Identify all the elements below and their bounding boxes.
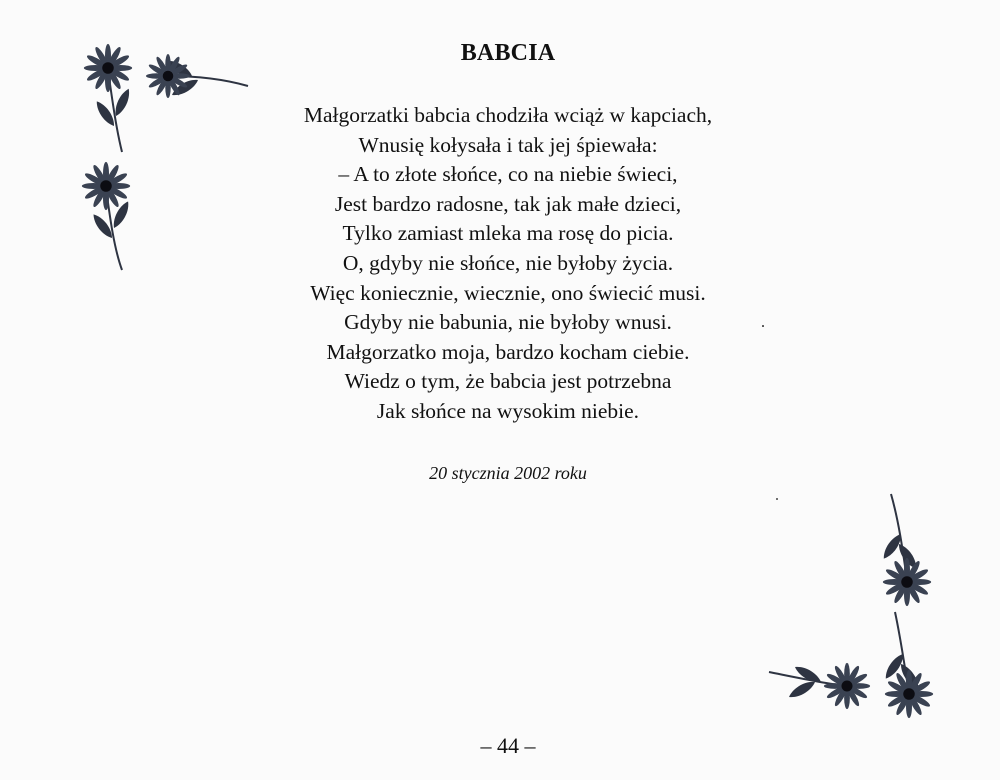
poem-line: – A to złote słońce, co na niebie świeci,	[338, 162, 678, 187]
daisy-flower-icon	[769, 663, 870, 709]
poem-line: Więc koniecznie, wiecznie, ono świecić musi.	[310, 280, 706, 305]
daisy-flower-icon	[880, 494, 931, 606]
scan-speck	[776, 498, 778, 500]
poem-line: Tylko zamiast mleka ma rosę do picia.	[342, 221, 674, 246]
poem-line: Małgorzatko moja, bardzo kocham ciebie.	[326, 339, 690, 364]
flower-decoration-bottom-right	[765, 488, 945, 728]
poem-line: Wnusię kołysała i tak jej śpiewała:	[358, 132, 658, 157]
poem-line: Jak słońce na wysokim niebie.	[376, 398, 640, 423]
poem-title: BABCIA	[460, 40, 556, 66]
poem-date: 20 stycznia 2002 roku	[429, 463, 587, 483]
poem-body	[0, 101, 1000, 427]
poem-line: Jest bardzo radosne, tak jak małe dzieci,	[334, 191, 682, 216]
poem-line: Małgorzatki babcia chodziła wciąż w kapciach,	[303, 103, 713, 127]
page-number: – 44 –	[480, 733, 536, 758]
poem-line: O, gdyby nie słońce, nie byłoby życia.	[342, 250, 674, 275]
poem-line: Wiedz o tym, że babcia jest potrzebna	[344, 369, 672, 394]
poem-line: Gdyby nie babunia, nie byłoby wnusi.	[344, 310, 672, 335]
daisy-flower-icon	[882, 612, 933, 718]
